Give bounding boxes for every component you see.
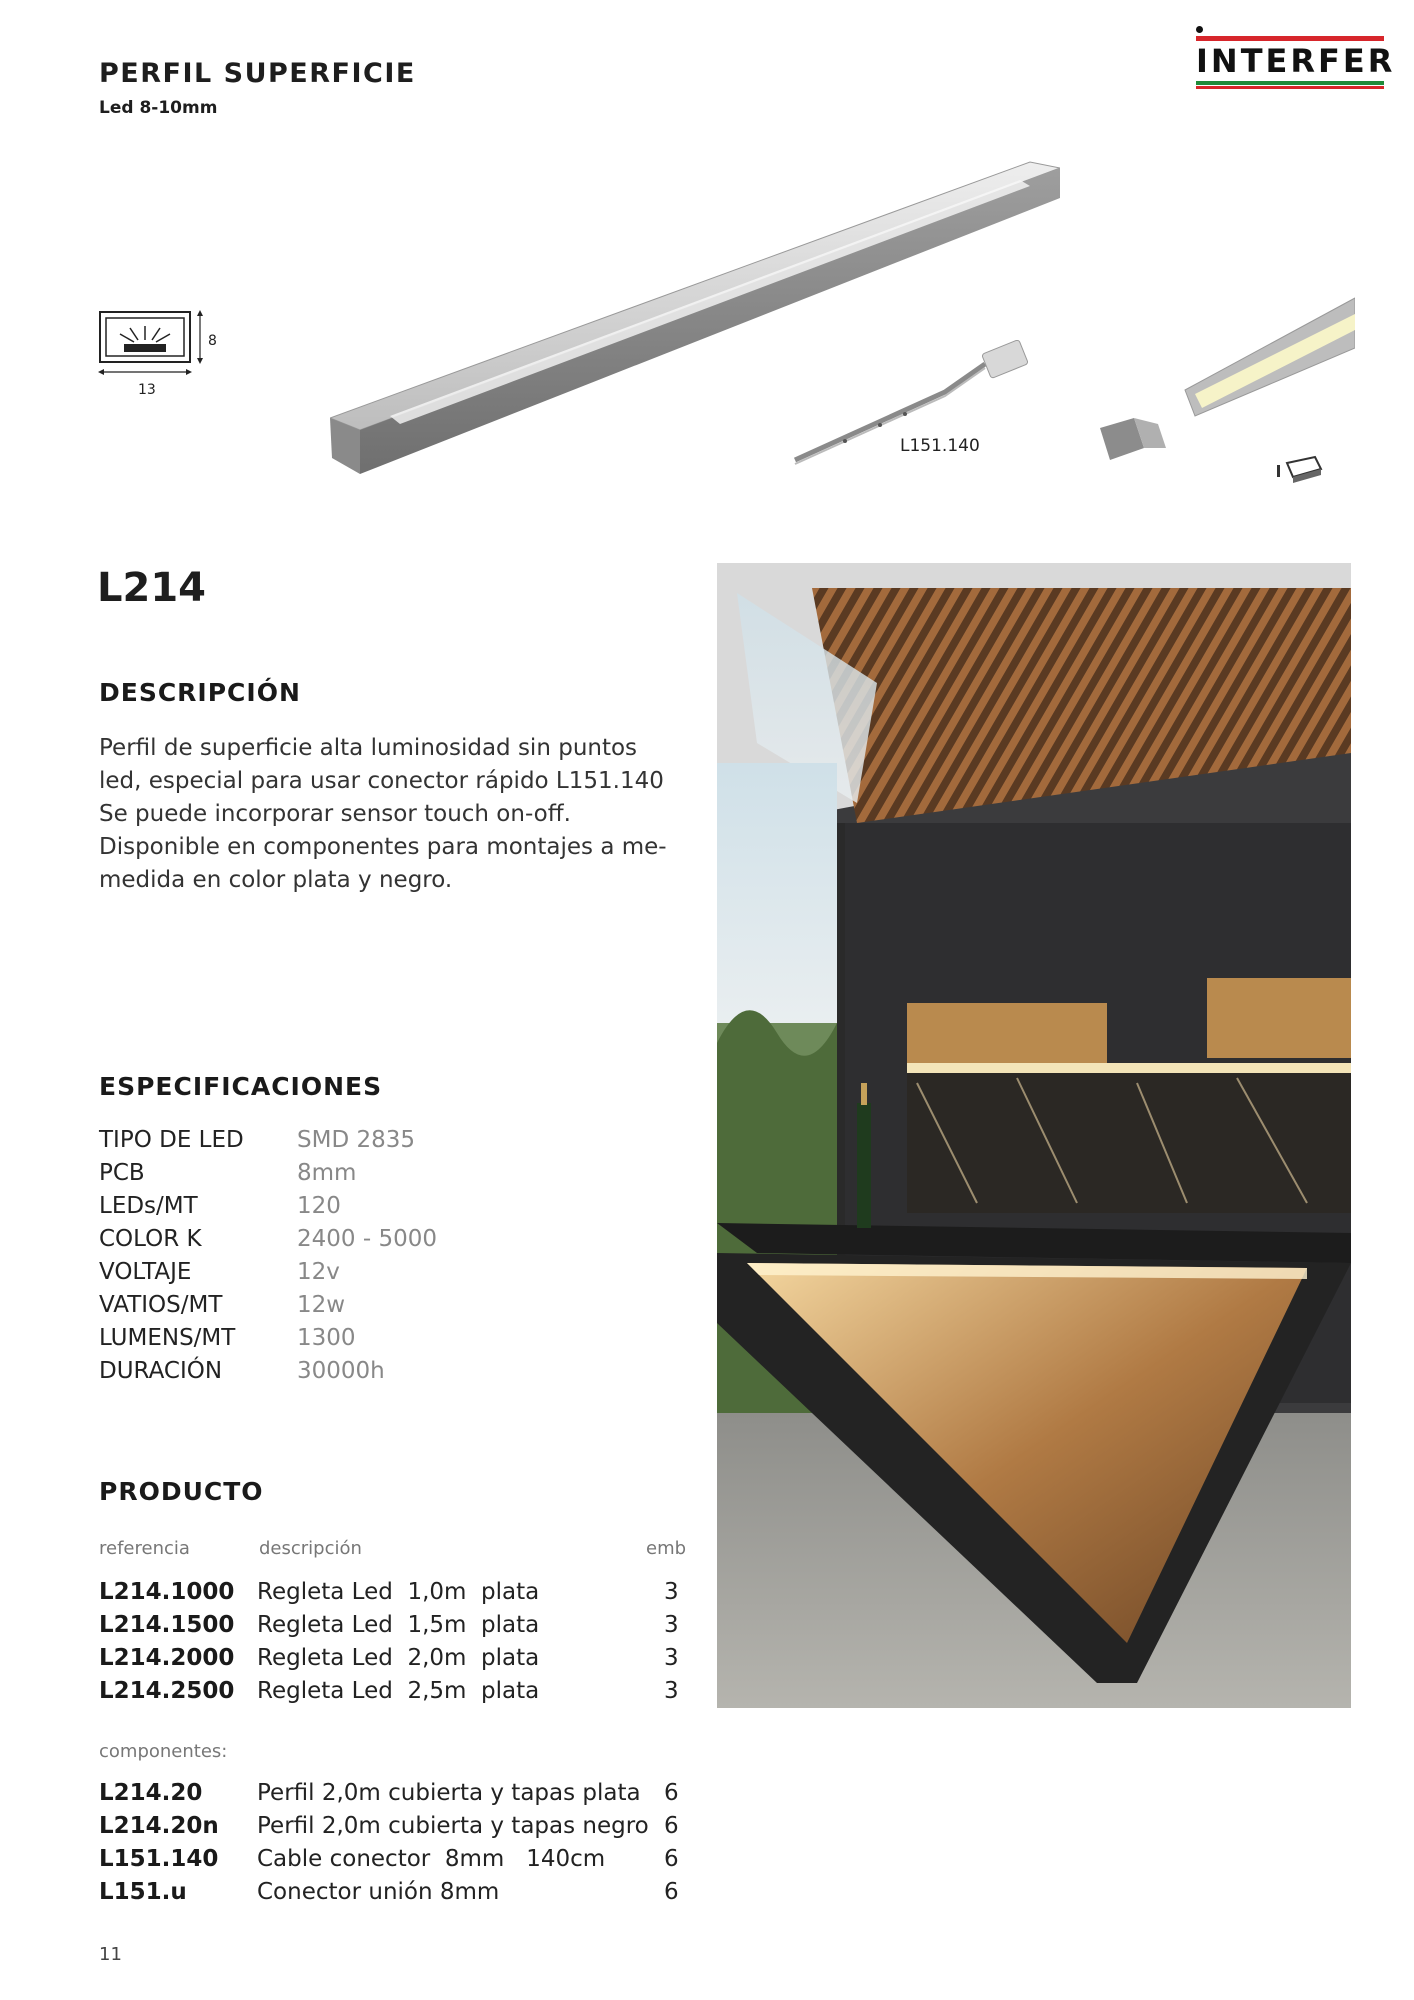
spec-value: 12w [297, 1292, 346, 1318]
product-ref: L214.2000 [99, 1645, 235, 1671]
spec-value: 1300 [297, 1325, 356, 1351]
spec-label: LEDs/MT [99, 1193, 198, 1219]
column-header-packaging: emb [646, 1538, 687, 1559]
product-emb: 3 [664, 1579, 679, 1605]
spec-label: PCB [99, 1160, 145, 1186]
spec-label: DURACIÓN [99, 1358, 223, 1384]
product-row [99, 1612, 689, 1645]
product-emb: 3 [664, 1678, 679, 1704]
product-desc: Regleta Led 2,0m plata [257, 1645, 540, 1671]
component-ref: L214.20 [99, 1780, 203, 1806]
spec-label: TIPO DE LED [99, 1127, 244, 1153]
spec-label: VOLTAJE [99, 1259, 192, 1285]
kitchen-photo [717, 563, 1351, 1708]
spec-value: 30000h [297, 1358, 385, 1384]
page-subtitle: Led 8-10mm [99, 98, 218, 118]
component-desc: Perfil 2,0m cubierta y tapas negro [257, 1813, 649, 1839]
product-heading: PRODUCTO [99, 1477, 264, 1506]
product-desc: Regleta Led 2,5m plata [257, 1678, 540, 1704]
brand-logo [1196, 26, 1396, 86]
product-row [99, 1645, 689, 1678]
spec-label: LUMENS/MT [99, 1325, 236, 1351]
column-header-description: descripción [259, 1538, 362, 1559]
logo-wordmark: INTERFER [1196, 42, 1396, 80]
page-title: PERFIL SUPERFICIE [99, 58, 416, 89]
cable-connector-label: L151.140 [900, 436, 980, 456]
logo-green-bar [1196, 81, 1384, 85]
component-ref: L214.20n [99, 1813, 219, 1839]
component-desc: Cable conector 8mm 140cm [257, 1846, 606, 1872]
spec-row [99, 1259, 437, 1292]
description-line: Perfil de superficie alta luminosidad sin puntos [99, 735, 638, 761]
product-ref: L214.1500 [99, 1612, 235, 1638]
spec-value: SMD 2835 [297, 1127, 415, 1153]
column-header-reference: referencia [99, 1538, 190, 1559]
spec-label: VATIOS/MT [99, 1292, 223, 1318]
component-row [99, 1846, 689, 1879]
spec-value: 2400 - 5000 [297, 1226, 437, 1252]
spec-value: 120 [297, 1193, 341, 1219]
product-code: L214 [97, 565, 206, 611]
description-line: Disponible en componentes para montajes a me- [99, 834, 667, 860]
component-row [99, 1879, 689, 1912]
component-row [99, 1813, 689, 1846]
product-emb: 3 [664, 1612, 679, 1638]
spec-row [99, 1358, 437, 1391]
description-line: Se puede incorporar sensor touch on-off. [99, 801, 571, 827]
spec-row [99, 1325, 437, 1358]
component-desc: Perfil 2,0m cubierta y tapas plata [257, 1780, 641, 1806]
description-text [99, 732, 669, 897]
page-number: 11 [99, 1944, 122, 1965]
component-row [99, 1780, 689, 1813]
product-ref: L214.1000 [99, 1579, 235, 1605]
spec-row [99, 1160, 437, 1193]
spec-row [99, 1226, 437, 1259]
spec-row [99, 1292, 437, 1325]
component-emb: 6 [664, 1846, 679, 1872]
spec-value: 8mm [297, 1160, 357, 1186]
profile-section-diagram [96, 306, 226, 406]
logo-red-bar [1196, 36, 1384, 41]
spec-value: 12v [297, 1259, 340, 1285]
product-row [99, 1579, 689, 1612]
product-emb: 3 [664, 1645, 679, 1671]
component-emb: 6 [664, 1780, 679, 1806]
spec-row [99, 1193, 437, 1226]
description-line: medida en color plata y negro. [99, 867, 453, 893]
specifications-heading: ESPECIFICACIONES [99, 1072, 383, 1101]
spec-label: COLOR K [99, 1226, 202, 1252]
spec-row [99, 1127, 437, 1160]
component-emb: 6 [664, 1813, 679, 1839]
description-line: led, especial para usar conector rápido L151.140 [99, 768, 664, 794]
logo-red-bar-bottom [1196, 86, 1384, 89]
description-heading: DESCRIPCIÓN [99, 678, 301, 707]
diagram-width-label: 13 [138, 382, 156, 398]
product-row [99, 1678, 689, 1711]
end-cap-icon [1275, 455, 1325, 485]
product-ref: L214.2500 [99, 1678, 235, 1704]
component-ref: L151.u [99, 1879, 187, 1905]
specifications-table [99, 1127, 437, 1391]
component-desc: Conector unión 8mm [257, 1879, 500, 1905]
logo-dot [1196, 26, 1203, 33]
diagram-height-label: 8 [208, 333, 217, 349]
component-emb: 6 [664, 1879, 679, 1905]
component-ref: L151.140 [99, 1846, 219, 1872]
components-label: componentes: [99, 1741, 228, 1762]
product-desc: Regleta Led 1,5m plata [257, 1612, 540, 1638]
product-desc: Regleta Led 1,0m plata [257, 1579, 540, 1605]
